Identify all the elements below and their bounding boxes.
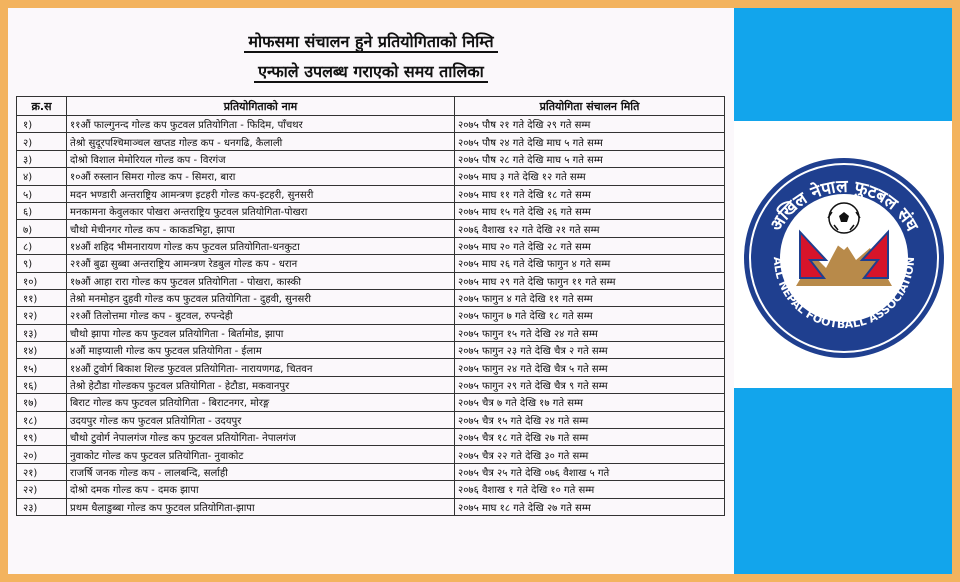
row-serial: १०): [17, 272, 67, 289]
row-competition-name: २१औं बुढा सुब्बा अन्तराष्ट्रिय आमन्त्रण रेडबुल गोल्ड कप - धरान: [67, 255, 455, 272]
row-competition-date: २०७५ माघ १५ गते देखि २६ गते सम्म: [455, 202, 725, 219]
row-serial: १): [17, 116, 67, 133]
row-serial: ८): [17, 237, 67, 254]
row-competition-name: ४औं माइप्याली गोल्ड कप फुटवल प्रतियोगिता - ईलाम: [67, 342, 455, 359]
document-title-line1: मोफसमा संचालन हुने प्रतियोगिताको निम्ति: [8, 30, 734, 52]
row-competition-date: २०७६ वैशाख १२ गते देखि २१ गते सम्म: [455, 220, 725, 237]
row-competition-name: चौथो टुवोर्ग नेपालगंज गोल्ड कप फुटवल प्रतियोगिता- नेपालगंज: [67, 429, 455, 446]
table-row: [17, 324, 725, 341]
row-serial: २१): [17, 463, 67, 480]
row-competition-name: २१औं तिलोत्तमा गोल्ड कप - बुटवल, रुपन्देही: [67, 307, 455, 324]
anfa-logo: [734, 126, 952, 384]
table-row: [17, 411, 725, 428]
row-competition-name: नुवाकोट गोल्ड कप फुटवल प्रतियोगिता- नुवाकोट: [67, 446, 455, 463]
row-competition-date: २०७५ चैत्र ७ गते देखि १७ गते सम्म: [455, 394, 725, 411]
table-row: [17, 498, 725, 515]
table-row: [17, 168, 725, 185]
row-competition-date: २०७५ फागुन ७ गते देखि १८ गते सम्म: [455, 307, 725, 324]
row-serial: १३): [17, 324, 67, 341]
row-serial: १४): [17, 342, 67, 359]
header-competition-date: प्रतियोगिता संचालन मिति: [455, 97, 725, 116]
table-row: [17, 116, 725, 133]
table-row: [17, 481, 725, 498]
row-competition-date: २०७५ माघ ३ गते देखि १२ गते सम्म: [455, 168, 725, 185]
row-competition-name: तेश्रो हेटौडा गोल्डकप फुटवल प्रतियोगिता - हेटौडा, मकवानपुर: [67, 376, 455, 393]
row-competition-date: २०७५ माघ २० गते देखि २८ गते सम्म: [455, 237, 725, 254]
row-competition-date: २०७५ माघ ११ गते देखि १८ गते सम्म: [455, 185, 725, 202]
row-competition-date: २०७५ फागुन ४ गते देखि ११ गते सम्म: [455, 289, 725, 306]
row-serial: १६): [17, 376, 67, 393]
blue-banner-top: [734, 8, 952, 121]
table-row: [17, 150, 725, 167]
row-serial: ३): [17, 150, 67, 167]
row-competition-date: २०७६ वैशाख १ गते देखि १० गते सम्म: [455, 481, 725, 498]
row-competition-date: २०७५ माघ २९ गते देखि फागुन ११ गते सम्म: [455, 272, 725, 289]
table-row: [17, 202, 725, 219]
table-row: [17, 133, 725, 150]
table-row: [17, 463, 725, 480]
row-serial: ९): [17, 255, 67, 272]
row-serial: ७): [17, 220, 67, 237]
row-competition-date: २०७५ माघ २६ गते देखि फागुन ४ गते सम्म: [455, 255, 725, 272]
anfa-emblem-icon: [734, 126, 952, 384]
row-competition-name: मदन भण्डारी अन्तराष्ट्रिय आमन्त्रण इटहरी गोल्ड कप-इटहरी, सुनसरी: [67, 185, 455, 202]
row-competition-name: १४औं टुवोर्ग बिकाश शिल्ड फुटवल प्रतियोगिता- नारायणगढ, चितवन: [67, 359, 455, 376]
row-serial: ५): [17, 185, 67, 202]
row-competition-name: उदयपुर गोल्ड कप फुटवल प्रतियोगिता - उदयपुर: [67, 411, 455, 428]
row-serial: २): [17, 133, 67, 150]
row-competition-date: २०७५ माघ १८ गते देखि २७ गते सम्म: [455, 498, 725, 515]
table-row: [17, 272, 725, 289]
row-serial: ६): [17, 202, 67, 219]
row-competition-name: १७औं आहा रारा गोल्ड कप फुटवल प्रतियोगिता - पोखरा, कास्की: [67, 272, 455, 289]
logo-text-nepali: अखिल नेपाल फुटबल संघ: [766, 176, 922, 235]
table-row: [17, 394, 725, 411]
row-competition-date: २०७५ चैत्र १८ गते देखि २७ गते सम्म: [455, 429, 725, 446]
row-serial: २३): [17, 498, 67, 515]
row-competition-name: तेश्रो सुदूरपश्चिमाञ्चल खप्तड गोल्ड कप - धनगढि, कैलाली: [67, 133, 455, 150]
row-competition-date: २०७५ फागुन १५ गते देखि २४ गते सम्म: [455, 324, 725, 341]
row-serial: १९): [17, 429, 67, 446]
row-competition-name: तेश्रो मनमोहन दुहवी गोल्ड कप फुटवल प्रतियोगिता - दुहवी, सुनसरी: [67, 289, 455, 306]
table-row: [17, 255, 725, 272]
row-competition-date: २०७५ पौष २४ गते देखि माघ ५ गते सम्म: [455, 133, 725, 150]
row-competition-name: मनकामना केवुलकार पोखरा अन्तराष्ट्रिय फुटवल प्रतियोगिता-पोखरा: [67, 202, 455, 219]
logo-text-english: ALL NEPAL FOOTBALL ASSOCIATION: [770, 256, 918, 332]
table-row: [17, 307, 725, 324]
table-row: [17, 359, 725, 376]
logo-panel: [734, 8, 952, 574]
document-title-line2: एन्फाले उपलब्ध गराएको समय तालिका: [8, 60, 734, 82]
table-row: [17, 237, 725, 254]
row-competition-name: दोश्रो दमक गोल्ड कप - दमक झापा: [67, 481, 455, 498]
row-competition-name: चौथो मेचीनगर गोल्ड कप - काकडभिट्टा, झापा: [67, 220, 455, 237]
row-competition-date: २०७५ चैत्र १५ गते देखि २४ गते सम्म: [455, 411, 725, 428]
row-competition-name: बिराट गोल्ड कप फुटवल प्रतियोगिता - बिराटनगर, मोरङ्ग: [67, 394, 455, 411]
table-row: [17, 185, 725, 202]
header-serial: क्र.स: [17, 97, 67, 116]
schedule-document: [8, 8, 734, 574]
row-competition-name: दोश्रो विशाल मेमोरियल गोल्ड कप - विरगंज: [67, 150, 455, 167]
row-competition-name: १४औं शहिद भीमनारायण गोल्ड कप फुटवल प्रतियोगिता-धनकुटा: [67, 237, 455, 254]
table-row: [17, 446, 725, 463]
row-serial: १७): [17, 394, 67, 411]
row-competition-date: २०७५ पौष २१ गते देखि २९ गते सम्म: [455, 116, 725, 133]
table-row: [17, 429, 725, 446]
row-competition-date: २०७५ पौष २८ गते देखि माघ ५ गते सम्म: [455, 150, 725, 167]
row-serial: १२): [17, 307, 67, 324]
row-serial: २२): [17, 481, 67, 498]
row-competition-date: २०७५ फागुन २४ गते देखि चैत्र ५ गते सम्म: [455, 359, 725, 376]
row-competition-name: १०औं रुस्लान सिमरा गोल्ड कप - सिमरा, बारा: [67, 168, 455, 185]
row-competition-name: प्रथम धैलाडुब्बा गोल्ड कप फुटवल प्रतियोगिता-झापा: [67, 498, 455, 515]
table-header-row: [17, 97, 725, 116]
row-serial: २०): [17, 446, 67, 463]
table-row: [17, 342, 725, 359]
row-competition-name: चौथो झापा गोल्ड कप फुटवल प्रतियोगिता - बिर्तामोड, झापा: [67, 324, 455, 341]
table-row: [17, 376, 725, 393]
row-competition-name: ११औं फाल्गुनन्द गोल्ड कप फुटवल प्रतियोगिता - फिदिम, पाँचथर: [67, 116, 455, 133]
row-competition-date: २०७५ फागुन २३ गते देखि चैत्र २ गते सम्म: [455, 342, 725, 359]
schedule-table: [16, 96, 725, 516]
row-competition-date: २०७५ फागुन २९ गते देखि चैत्र ९ गते सम्म: [455, 376, 725, 393]
row-competition-date: २०७५ चैत्र २५ गते देखि ०७६ वैशाख ५ गते: [455, 463, 725, 480]
table-row: [17, 220, 725, 237]
row-competition-date: २०७५ चैत्र २२ गते देखि ३० गते सम्म: [455, 446, 725, 463]
row-serial: ४): [17, 168, 67, 185]
row-serial: १५): [17, 359, 67, 376]
blue-banner-bottom: [734, 388, 952, 574]
row-serial: १८): [17, 411, 67, 428]
table-row: [17, 289, 725, 306]
row-competition-name: राजर्षि जनक गोल्ड कप - लालबन्दि, सर्लाही: [67, 463, 455, 480]
header-competition-name: प्रतियोगिताको नाम: [67, 97, 455, 116]
row-serial: ११): [17, 289, 67, 306]
